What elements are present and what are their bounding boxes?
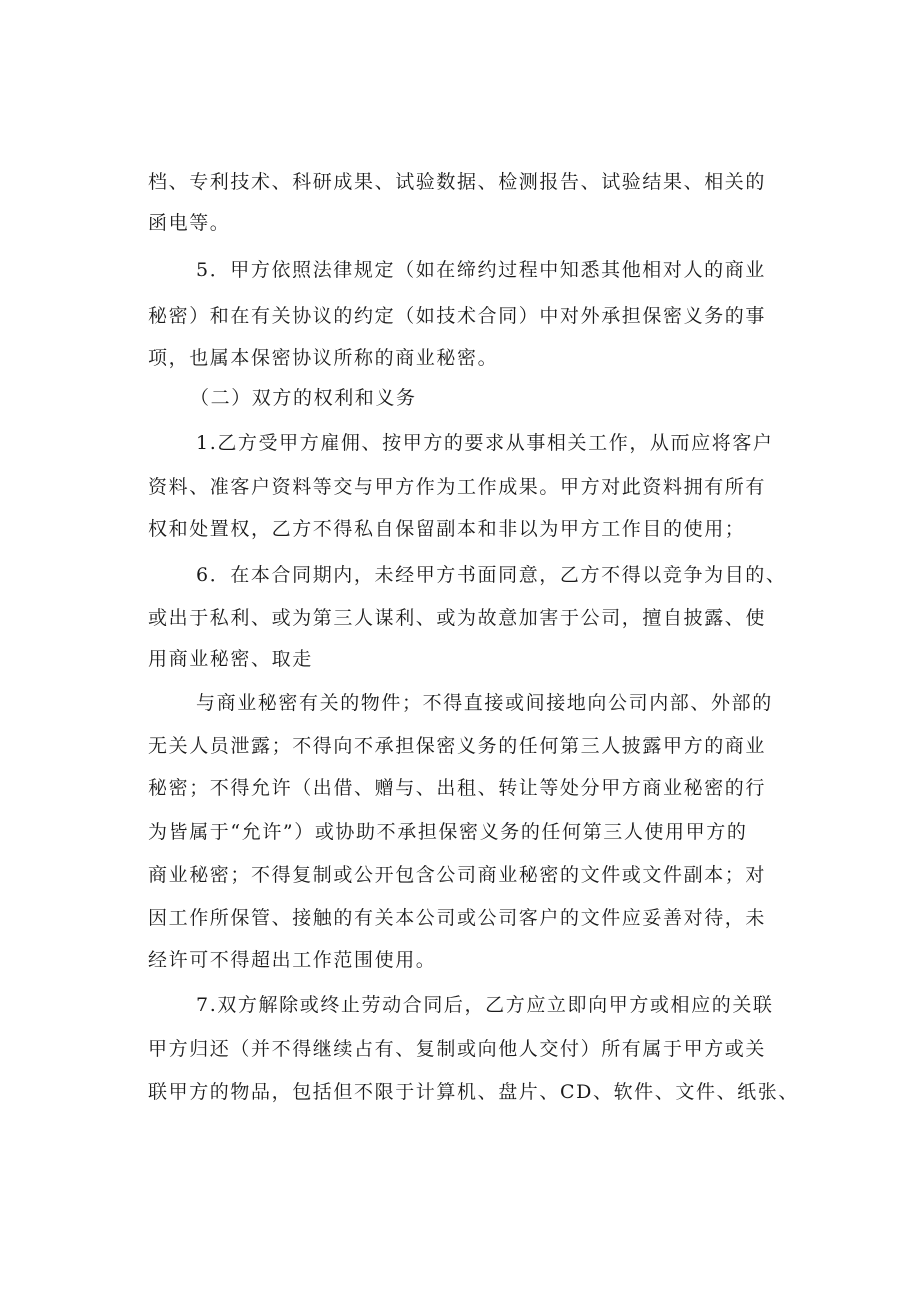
clause-6-cont-line-7: 经许可不得超出工作范围使用。 xyxy=(148,949,437,971)
clause-1-line-1: 1.乙方受甲方雇佣、按甲方的要求从事相关工作，从而应将客户 xyxy=(196,432,774,454)
clause-6-cont-line-2: 无关人员泄露；不得向不承担保密义务的任何第三人披露甲方的商业 xyxy=(148,735,767,757)
clause-7-line-2: 甲方归还（并不得继续占有、复制或向他人交付）所有属于甲方或关 xyxy=(148,1038,767,1060)
clause-6-cont-line-1: 与商业秘密有关的物件；不得直接或间接地向公司内部、外部的 xyxy=(196,692,773,714)
clause-6-cont-line-4: 为皆属于“允许”）或协助不承担保密义务的任何第三人使用甲方的 xyxy=(148,821,748,843)
clause-6-line-1: 6．在本合同期内，未经甲方书面同意，乙方不得以竞争为目的、 xyxy=(196,564,787,586)
text-line-2: 函电等。 xyxy=(148,212,231,234)
clause-6-cont-line-5: 商业秘密；不得复制或公开包含公司商业秘密的文件或文件副本；对 xyxy=(148,864,767,886)
clause-5-line-2: 秘密）和在有关协议的约定（如技术合同）中对外承担保密义务的事 xyxy=(148,305,767,327)
clause-5-line-3: 项，也属本保密协议所称的商业秘密。 xyxy=(148,347,499,369)
text-line-1: 档、专利技术、科研成果、试验数据、检测报告、试验结果、相关的 xyxy=(148,171,767,193)
clause-1-line-3: 权和处置权，乙方不得私自保留副本和非以为甲方工作目的使用； xyxy=(148,518,746,540)
clause-1-line-2: 资料、准客户资料等交与甲方作为工作成果。甲方对此资料拥有所有 xyxy=(148,476,767,498)
clause-7-line-1: 7.双方解除或终止劳动合同后，乙方应立即向甲方或相应的关联 xyxy=(196,994,774,1016)
clause-6-line-3: 用商业秘密、取走 xyxy=(148,648,313,670)
section-heading: （二）双方的权利和义务 xyxy=(190,387,417,409)
clause-5-line-1: 5．甲方依照法律规定（如在缔约过程中知悉其他相对人的商业 xyxy=(196,259,766,281)
clause-6-cont-line-6: 因工作所保管、接触的有关本公司或公司客户的文件应妥善对待，未 xyxy=(148,907,767,929)
clause-6-cont-line-3: 秘密；不得允许（出借、赠与、出租、转让等处分甲方商业秘密的行 xyxy=(148,777,767,799)
clause-7-line-3: 联甲方的物品，包括但不限于计算机、盘片、CD、软件、文件、纸张、 xyxy=(148,1081,799,1103)
clause-6-line-2: 或出于私利、或为第三人谋利、或为故意加害于公司，擅自披露、使 xyxy=(148,607,767,629)
